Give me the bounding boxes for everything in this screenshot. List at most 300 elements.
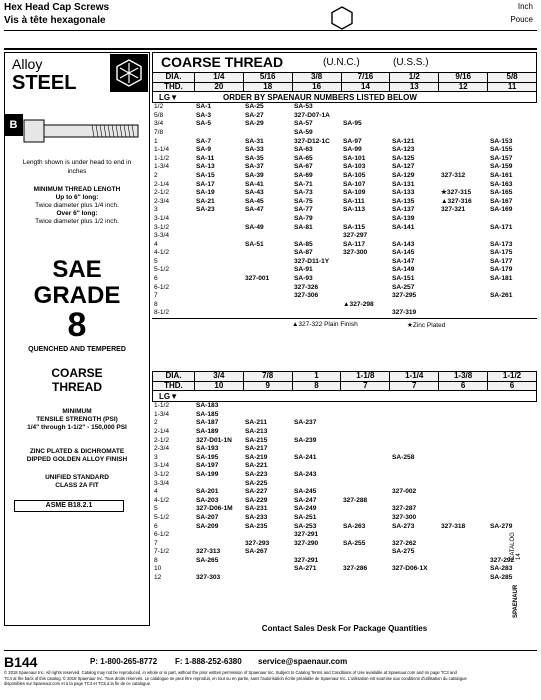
part-number-cell[interactable]: SA-251 (294, 513, 317, 521)
phone[interactable]: P: 1-800-265-8772 (90, 657, 158, 666)
part-number-cell[interactable]: SA-17 (196, 180, 215, 188)
length-cell: 2 (154, 171, 158, 179)
part-number-cell (341, 454, 390, 463)
part-number-cell[interactable]: 327-290 (294, 539, 319, 547)
part-number-cell[interactable]: SA-235 (245, 522, 268, 530)
part-number-cell[interactable]: SA-263 (343, 522, 366, 530)
part-number-cell (439, 138, 488, 147)
thd-col-3-2: 8 (292, 381, 341, 391)
thd-col-2: 18 (243, 82, 292, 92)
min-thread-1: Up to 6" long: (55, 194, 99, 201)
part-number-cell[interactable]: SA-75 (294, 197, 313, 205)
part-number-cell[interactable]: SA-73 (294, 189, 313, 197)
dia-row-2 (153, 372, 537, 382)
part-number-cell[interactable]: SA-71 (294, 180, 313, 188)
part-number-cell (488, 428, 537, 437)
part-number-cell[interactable]: SA-197 (196, 462, 219, 470)
part-number-cell[interactable]: 327-287 (392, 505, 417, 513)
part-number-cell[interactable]: SA-195 (196, 453, 219, 461)
table-row (152, 215, 537, 224)
thd-label: THD. (153, 82, 195, 92)
part-number-cell[interactable]: SA-203 (196, 496, 219, 504)
length-cell: 3-1/2 (154, 470, 170, 478)
part-number-cell[interactable]: SA-223 (245, 470, 268, 478)
header-unit-fr: Pouce (510, 15, 533, 24)
part-number-cell[interactable]: SA-273 (392, 522, 415, 530)
part-number-cell (243, 531, 292, 540)
contact-note: Contact Sales Desk For Package Quantities (261, 624, 428, 633)
part-number-cell[interactable]: 327-318 (441, 522, 466, 530)
part-number-cell (341, 445, 390, 454)
part-number-cell (243, 129, 292, 138)
part-number-cell[interactable]: SA-59 (294, 128, 313, 136)
part-number-cell[interactable]: SA-79 (294, 214, 313, 222)
part-number-cell[interactable]: SA-275 (392, 548, 415, 556)
part-number-cell[interactable]: SA-249 (294, 505, 317, 513)
part-number-cell (194, 301, 243, 310)
length-cell: 6 (154, 275, 158, 283)
part-number-cell[interactable]: SA-67 (294, 163, 313, 171)
part-number-cell[interactable]: SA-139 (392, 214, 415, 222)
part-number-cell[interactable]: SA-153 (490, 137, 513, 145)
part-number-cell[interactable]: SA-127 (392, 163, 415, 171)
part-number-cell[interactable]: SA-113 (343, 206, 365, 214)
part-number-cell[interactable]: SA-221 (245, 462, 268, 470)
part-number-cell[interactable]: SA-261 (490, 292, 513, 300)
table-row (152, 505, 537, 514)
part-number-cell[interactable]: SA-231 (245, 505, 268, 513)
order-bar (152, 92, 537, 103)
length-cell: 2-3/4 (154, 445, 170, 453)
part-number-cell[interactable]: SA-225 (245, 479, 268, 487)
part-number-cell[interactable]: SA-285 (490, 574, 513, 582)
part-number-cell[interactable]: SA-93 (294, 275, 313, 283)
part-number-cell (488, 411, 537, 420)
part-number-cell[interactable]: SA-177 (490, 257, 513, 265)
part-number-cell (243, 565, 292, 574)
part-number-cell[interactable]: SA-241 (294, 453, 317, 461)
part-number-cell[interactable]: SA-201 (196, 488, 219, 496)
unified-2: CLASS 2A FIT (55, 482, 99, 489)
part-number-cell[interactable]: SA-19 (196, 189, 215, 197)
part-number-cell[interactable]: SA-13 (196, 163, 215, 171)
table-row (152, 548, 537, 557)
part-number-cell[interactable]: SA-25 (245, 103, 264, 111)
table-row (152, 488, 537, 497)
part-number-cell[interactable]: 327-D06-1M (196, 505, 233, 513)
part-number-cell (439, 540, 488, 549)
part-number-cell[interactable]: 327-002 (392, 488, 417, 496)
part-number-cell (488, 497, 537, 506)
fax[interactable]: F: 1-888-252-6380 (175, 657, 242, 666)
part-number-cell[interactable]: SA-163 (490, 180, 513, 188)
part-number-cell[interactable]: SA-173 (490, 240, 513, 248)
part-number-cell (439, 266, 488, 275)
length-cell: 2-1/4 (154, 427, 170, 435)
dia-col-7-2: 1-1/2 (488, 372, 537, 382)
part-number-cell (439, 488, 488, 497)
part-number-cell[interactable]: SA-175 (490, 249, 513, 257)
part-number-cell[interactable]: 327-295 (392, 292, 417, 300)
part-number-cell[interactable]: SA-227 (245, 488, 268, 496)
part-number-cell[interactable]: SA-5 (196, 120, 212, 128)
part-number-cell[interactable]: SA-217 (245, 445, 268, 453)
part-number-cell[interactable]: SA-167 (490, 197, 513, 205)
grade8-head-icon (110, 54, 148, 92)
part-number-cell[interactable]: SA-29 (245, 120, 264, 128)
part-number-cell[interactable]: SA-85 (294, 240, 313, 248)
lg-label: LG▼ (159, 93, 179, 103)
part-number-cell (341, 548, 390, 557)
part-number-cell (488, 454, 537, 463)
part-number-cell[interactable]: 327-001 (245, 275, 270, 283)
part-number-cell[interactable]: 327-262 (392, 539, 417, 547)
part-number-cell (194, 241, 243, 250)
part-number-cell (194, 258, 243, 267)
part-number-cell[interactable]: 327-D06-1X (392, 565, 428, 573)
part-number-cell (292, 548, 341, 557)
part-number-cell[interactable]: SA-179 (490, 266, 513, 274)
bolt-illustration-icon (22, 118, 140, 144)
part-number-cell[interactable]: SA-39 (245, 171, 264, 179)
part-number-cell (194, 249, 243, 258)
part-number-cell (488, 419, 537, 428)
part-number-cell[interactable]: SA-257 (392, 283, 415, 291)
length-cell: 1-1/2 (154, 154, 170, 162)
part-number-cell[interactable]: SA-15 (196, 171, 215, 179)
part-number-cell[interactable]: SA-91 (294, 266, 313, 274)
part-number-cell[interactable]: 327-D12-1C (294, 137, 330, 145)
part-number-cell[interactable]: SA-243 (294, 470, 317, 478)
length-cell: 5 (154, 257, 158, 265)
part-number-cell[interactable]: 327-297 (343, 232, 368, 240)
table-row (152, 523, 537, 532)
length-note: Length shown is under head to end in inches (22, 159, 132, 175)
part-number-cell[interactable]: SA-121 (392, 137, 415, 145)
length-cell: 6 (154, 522, 158, 530)
table-row (152, 454, 537, 463)
length-cell: 7 (154, 292, 158, 300)
part-number-cell (439, 146, 488, 155)
part-number-cell[interactable]: 327-288 (343, 496, 368, 504)
thd-col-2-2: 9 (243, 381, 292, 391)
part-number-cell (341, 428, 390, 437)
part-number-cell[interactable]: SA-258 (392, 453, 415, 461)
part-number-cell (194, 480, 243, 489)
part-number-cell (341, 266, 390, 275)
part-number-cell[interactable]: SA-137 (392, 206, 415, 214)
part-number-cell[interactable]: SA-105 (343, 171, 366, 179)
part-number-cell[interactable]: SA-213 (245, 427, 268, 435)
header-title-en: Hex Head Cap Screws (4, 2, 110, 13)
part-number-cell (439, 557, 488, 566)
part-number-cell[interactable]: SA-155 (490, 146, 513, 154)
thd-col-3: 16 (292, 82, 341, 92)
part-number-cell (243, 232, 292, 241)
part-number-cell[interactable]: SA-219 (245, 453, 268, 461)
table-row (152, 419, 537, 428)
part-number-cell[interactable]: 327-313 (196, 548, 221, 556)
part-number-cell (341, 292, 390, 301)
part-number-cell[interactable]: 327-319 (392, 309, 417, 317)
part-number-cell[interactable]: SA-129 (392, 171, 415, 179)
part-number-cell[interactable]: SA-229 (245, 496, 268, 504)
part-number-cell[interactable]: SA-253 (294, 522, 317, 530)
table-row (152, 146, 537, 155)
part-number-cell (390, 112, 439, 121)
part-number-cell[interactable]: 327-D11-1Y (294, 257, 330, 265)
part-number-cell (488, 215, 537, 224)
part-number-cell[interactable]: 327-293 (245, 539, 270, 547)
part-number-cell[interactable]: SA-47 (245, 206, 264, 214)
part-number-cell[interactable]: SA-239 (294, 436, 317, 444)
length-cell: 12 (154, 574, 162, 582)
table-row (152, 437, 537, 446)
part-number-cell[interactable]: SA-265 (196, 556, 219, 564)
part-number-cell[interactable]: SA-247 (294, 496, 317, 504)
part-number-cell (194, 565, 243, 574)
part-number-cell (194, 284, 243, 293)
part-number-cell (439, 514, 488, 523)
part-number-cell[interactable]: SA-141 (392, 223, 415, 231)
part-number-cell (390, 419, 439, 428)
part-number-cell[interactable]: SA-41 (245, 180, 264, 188)
part-number-cell[interactable]: SA-157 (490, 154, 513, 162)
part-number-cell (439, 232, 488, 241)
part-number-cell[interactable]: SA-63 (294, 146, 313, 154)
table-row (152, 462, 537, 471)
part-number-cell[interactable]: SA-165 (490, 189, 513, 197)
part-number-cell[interactable]: SA-181 (490, 275, 513, 283)
part-number-cell[interactable]: 327-291 (294, 531, 319, 539)
thd-col-4: 14 (341, 82, 390, 92)
part-number-cell (439, 258, 488, 267)
part-number-cell (488, 488, 537, 497)
part-number-cell (439, 224, 488, 233)
part-number-cell (341, 557, 390, 566)
unified-1: UNIFIED STANDARD (45, 474, 109, 481)
part-number-cell (243, 309, 292, 318)
part-number-cell (439, 275, 488, 284)
part-number-cell[interactable]: SA-69 (294, 171, 313, 179)
part-number-cell (194, 215, 243, 224)
table-row (152, 258, 537, 267)
dia-col-2: 5/16 (243, 73, 292, 83)
part-number-cell[interactable]: 327-D07-1A (294, 111, 330, 119)
part-number-cell[interactable]: SA-107 (343, 180, 366, 188)
part-number-cell[interactable]: SA-43 (245, 189, 264, 197)
part-number-cell[interactable]: 327-321 (441, 206, 466, 214)
part-number-cell[interactable]: SA-11 (196, 154, 215, 162)
part-number-cell (194, 266, 243, 275)
min-thread-title: MINIMUM THREAD LENGTH (33, 186, 121, 193)
email-link[interactable]: service@spaenaur.com (258, 657, 348, 666)
part-number-cell[interactable]: SA-245 (294, 488, 317, 496)
part-number-cell[interactable]: SA-193 (196, 445, 219, 453)
part-number-cell (243, 292, 292, 301)
part-number-cell[interactable]: 327-303 (196, 574, 221, 582)
part-number-cell[interactable]: ★327-315 (441, 189, 472, 197)
part-number-cell (439, 129, 488, 138)
table-row (152, 531, 537, 540)
dia-label-2: DIA. (153, 372, 195, 382)
part-number-cell[interactable]: SA-255 (343, 539, 366, 547)
min-thread-4: Twice diameter plus 1/2 inch. (35, 218, 119, 225)
table-row (152, 120, 537, 129)
part-number-cell[interactable]: 327-291 (294, 556, 319, 564)
part-number-cell[interactable]: SA-27 (245, 111, 264, 119)
table-row (152, 428, 537, 437)
part-number-cell[interactable]: ▲327-316 (441, 197, 472, 205)
part-number-cell[interactable]: SA-211 (245, 419, 267, 427)
part-number-cell[interactable]: SA-109 (343, 189, 366, 197)
table-row (152, 138, 537, 147)
part-number-cell (194, 309, 243, 318)
part-number-cell (341, 103, 390, 112)
part-number-cell (439, 284, 488, 293)
part-number-cell[interactable]: 327-300 (392, 513, 417, 521)
part-number-cell[interactable]: SA-115 (343, 223, 365, 231)
part-number-cell[interactable]: SA-45 (245, 197, 264, 205)
part-number-cell[interactable]: SA-117 (343, 240, 365, 248)
part-number-cell[interactable]: SA-123 (392, 146, 415, 154)
length-cell: 1-3/4 (154, 163, 170, 171)
length-cell: 3 (154, 206, 158, 214)
part-number-cell[interactable]: SA-95 (343, 120, 362, 128)
length-cell: 6-1/2 (154, 531, 170, 539)
part-number-cell (292, 309, 341, 318)
part-number-cell[interactable]: SA-131 (392, 180, 415, 188)
part-number-cell[interactable]: SA-149 (392, 266, 415, 274)
part-number-cell[interactable]: SA-51 (245, 240, 264, 248)
part-number-cell[interactable]: SA-145 (392, 249, 415, 257)
part-number-cell[interactable]: 327-292 (490, 556, 515, 564)
part-number-cell[interactable]: SA-3 (196, 111, 212, 119)
hex-head-icon (330, 6, 354, 30)
part-number-cell[interactable]: SA-159 (490, 163, 513, 171)
part-number-cell[interactable]: SA-81 (294, 223, 313, 231)
header-divider (4, 30, 537, 31)
part-number-cell[interactable]: SA-101 (343, 154, 366, 162)
part-number-cell (439, 419, 488, 428)
part-number-cell[interactable]: SA-135 (392, 197, 415, 205)
part-number-cell (488, 505, 537, 514)
part-number-cell[interactable]: SA-185 (196, 410, 219, 418)
part-number-cell[interactable]: 327-326 (294, 283, 319, 291)
part-number-cell[interactable]: SA-57 (294, 120, 313, 128)
part-number-cell (341, 488, 390, 497)
part-number-cell[interactable]: SA-37 (245, 163, 264, 171)
part-number-cell[interactable]: SA-97 (343, 137, 362, 145)
part-number-cell[interactable]: SA-33 (245, 146, 264, 154)
part-number-cell (243, 284, 292, 293)
part-number-cell[interactable]: SA-207 (196, 513, 219, 521)
part-number-cell[interactable]: SA-111 (343, 197, 365, 205)
part-number-cell[interactable]: 327-D01-1N (196, 436, 232, 444)
part-number-cell[interactable]: SA-99 (343, 146, 362, 154)
part-number-cell (439, 309, 488, 318)
part-number-cell (488, 232, 537, 241)
part-number-cell (439, 292, 488, 301)
part-number-cell (341, 129, 390, 138)
part-number-cell[interactable]: SA-133 (392, 189, 415, 197)
part-number-cell[interactable]: SA-125 (392, 154, 415, 162)
part-number-cell[interactable]: SA-7 (196, 137, 212, 145)
part-number-cell (194, 531, 243, 540)
part-number-cell[interactable]: SA-267 (245, 548, 268, 556)
section-tab[interactable]: B (4, 114, 23, 136)
part-number-cell[interactable]: SA-279 (490, 522, 513, 530)
part-number-cell[interactable]: SA-187 (196, 419, 219, 427)
min-thread-3: Over 6" long: (56, 210, 98, 217)
part-number-cell[interactable]: SA-23 (196, 206, 215, 214)
part-number-cell[interactable]: SA-171 (490, 223, 513, 231)
dia-col-1-2: 3/4 (194, 372, 243, 382)
part-number-cell[interactable]: SA-161 (490, 171, 513, 179)
part-number-cell[interactable]: SA-271 (294, 565, 317, 573)
part-number-cell[interactable]: SA-283 (490, 565, 513, 573)
part-number-cell[interactable]: SA-199 (196, 470, 219, 478)
part-number-cell[interactable]: SA-189 (196, 427, 219, 435)
part-number-cell[interactable]: ▲327-298 (343, 300, 374, 308)
part-number-cell[interactable]: 327-312 (441, 171, 466, 179)
part-number-cell[interactable]: SA-53 (294, 103, 313, 111)
part-number-cell[interactable]: SA-9 (196, 146, 212, 154)
length-cell: 3-3/4 (154, 232, 170, 240)
part-number-cell (390, 437, 439, 446)
part-number-cell[interactable]: SA-233 (245, 513, 268, 521)
table-row (152, 471, 537, 480)
part-number-cell[interactable]: SA-35 (245, 154, 264, 162)
part-number-cell[interactable]: SA-21 (196, 197, 215, 205)
part-number-cell[interactable]: SA-77 (294, 206, 313, 214)
part-number-cell[interactable]: SA-65 (294, 154, 313, 162)
part-number-cell[interactable]: 327-306 (294, 292, 319, 300)
part-number-cell (488, 471, 537, 480)
part-number-cell[interactable]: SA-87 (294, 249, 313, 257)
legal-line-2: TC4 at the back of this catalog. © 2018 Spaenaur Inc. Tous droits réservés. Le catalogue ne peut être reproduit, en tout ou en partie, sans l'autorisation écrite préalable de Spaenaur Inc. L'utilisation est soumise aux conditions d'utilisation du catalogue (4, 675, 467, 681)
part-number-cell[interactable]: SA-49 (245, 223, 264, 231)
part-number-cell[interactable]: SA-31 (245, 137, 264, 145)
part-number-cell[interactable]: 327-300 (343, 249, 368, 257)
part-number-cell[interactable]: SA-143 (392, 240, 415, 248)
part-number-cell (439, 497, 488, 506)
part-number-cell (390, 574, 439, 583)
part-number-cell (439, 445, 488, 454)
table-row (152, 198, 537, 207)
part-number-cell[interactable]: SA-209 (196, 522, 219, 530)
part-number-cell[interactable]: SA-215 (245, 436, 268, 444)
part-number-cell[interactable]: SA-1 (196, 103, 212, 111)
part-number-cell (390, 462, 439, 471)
part-number-cell[interactable]: SA-183 (196, 402, 219, 410)
part-number-cell[interactable]: SA-169 (490, 206, 513, 214)
part-number-cell[interactable]: SA-103 (343, 163, 366, 171)
thd-row (153, 82, 537, 92)
part-number-cell[interactable]: SA-151 (392, 275, 415, 283)
part-number-cell (390, 301, 439, 310)
part-number-cell[interactable]: SA-237 (294, 419, 317, 427)
part-number-cell (194, 224, 243, 233)
part-number-cell[interactable]: 327-286 (343, 565, 368, 573)
order-label: ORDER BY SPAENAUR NUMBERS LISTED BELOW (223, 93, 417, 103)
part-number-cell (292, 462, 341, 471)
part-number-cell[interactable]: SA-147 (392, 257, 415, 265)
table-row (152, 574, 537, 583)
length-cell: 3 (154, 453, 158, 461)
uss-label: (U.S.S.) (393, 57, 429, 68)
length-cell: 5/8 (154, 111, 164, 119)
